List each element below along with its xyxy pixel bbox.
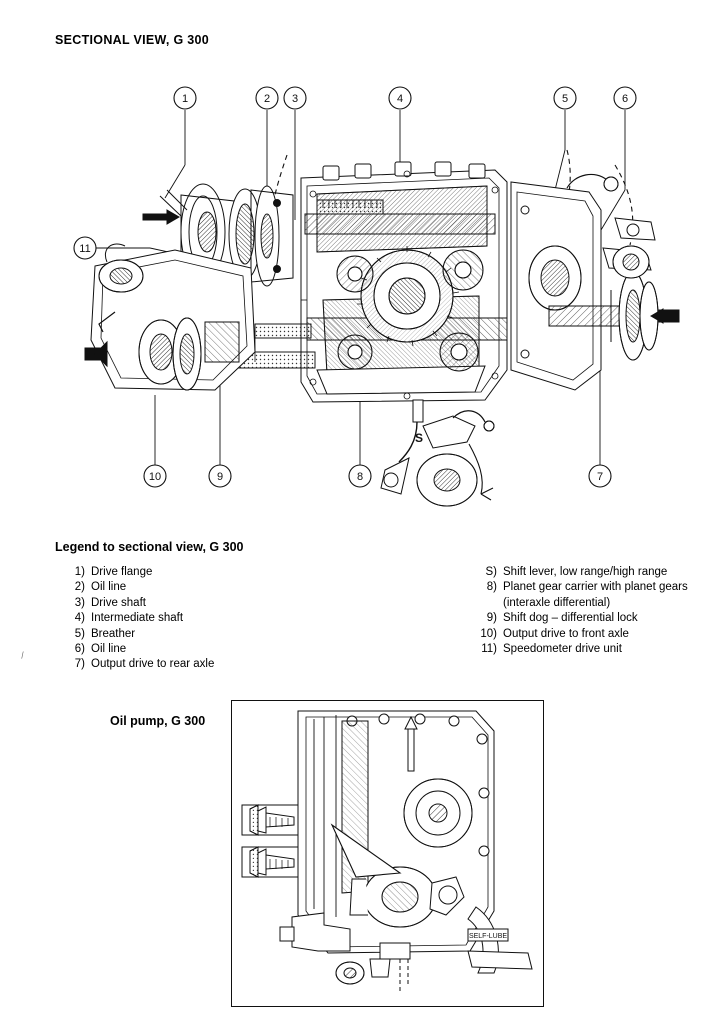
list-item [63,565,333,580]
sectional-view-drawing [55,70,680,510]
legend-text: Speedometer drive unit [503,643,622,656]
list-item [63,580,333,595]
legend-title: Legend to sectional view, G 300 [55,540,244,554]
legend-key: 8) [486,581,497,594]
list-item [63,611,333,626]
svg-text:5: 5 [561,93,569,105]
svg-text:S: S [414,431,424,445]
list-item [63,627,333,642]
list-item [475,627,716,642]
shift-lever-assembly [381,400,494,506]
legend-key: 2) [74,581,85,594]
legend-text: Planet gear carrier with planet gears [503,581,688,594]
callout-6 [614,87,636,109]
list-item [475,580,716,595]
list-item [63,657,333,672]
callout-7 [589,465,611,487]
svg-text:10: 10 [148,471,162,483]
callout-3 [284,87,306,109]
svg-text:4: 4 [396,93,404,105]
stray-pencil-mark: ⁄ [20,650,26,660]
legend-key: 9) [486,612,497,625]
legend-column-right [475,565,716,657]
callout-11 [74,237,96,259]
svg-text:9: 9 [216,471,224,483]
rear-output-housing [511,174,679,390]
legend-key: 6) [74,643,85,656]
callout-10 [144,465,166,487]
legend-text: Drive flange [91,566,153,578]
svg-text:7: 7 [596,471,604,483]
callout-2 [256,87,278,109]
legend-key: 1) [74,566,85,578]
legend-key: 3) [74,596,85,609]
svg-text:11: 11 [79,243,91,255]
legend-column-left [63,565,333,673]
callout-8 [349,465,371,487]
oil-pump-figure [231,700,544,1007]
legend-text: Drive shaft [91,596,146,609]
svg-text:SELF-LUBE: SELF-LUBE [468,933,508,940]
svg-text:3: 3 [291,93,299,105]
legend-text: Breather [91,627,136,640]
svg-text:2: 2 [263,93,271,105]
legend-key: 7) [74,658,85,671]
legend-text: Shift lever, low range/high range [503,566,668,578]
legend-text: Intermediate shaft [91,612,184,625]
callout-1 [174,87,196,109]
legend-text: Oil line [91,643,127,656]
exploded-fastener-lower [242,847,298,877]
legend-text: Shift dog – differential lock [503,612,638,625]
callout-4 [389,87,411,109]
callout-5 [554,87,576,109]
front-output-and-speedometer [85,244,255,390]
list-item [63,596,333,611]
legend-subtext: (interaxle differential) [503,596,611,609]
svg-text:1: 1 [181,93,189,105]
list-item [475,565,716,580]
legend-text: Output drive to rear axle [91,658,215,671]
list-item [63,642,333,657]
svg-text:6: 6 [621,93,629,105]
list-item [475,642,716,657]
callout-s [415,431,423,445]
legend-key: 10) [480,627,497,640]
svg-text:8: 8 [356,471,364,483]
legend-key: 4) [74,612,85,625]
callout-9 [209,465,231,487]
legend-text: Output drive to front axle [503,627,629,640]
oil-pump-title: Oil pump, G 300 [110,714,206,728]
exploded-fastener-upper [242,805,298,835]
legend-key: 11) [481,643,497,656]
page-title: SECTIONAL VIEW, G 300 [55,33,210,47]
list-item [475,611,716,626]
legend-text: Oil line [91,581,127,594]
legend-key: S) [485,566,497,578]
legend-key: 5) [74,627,85,640]
